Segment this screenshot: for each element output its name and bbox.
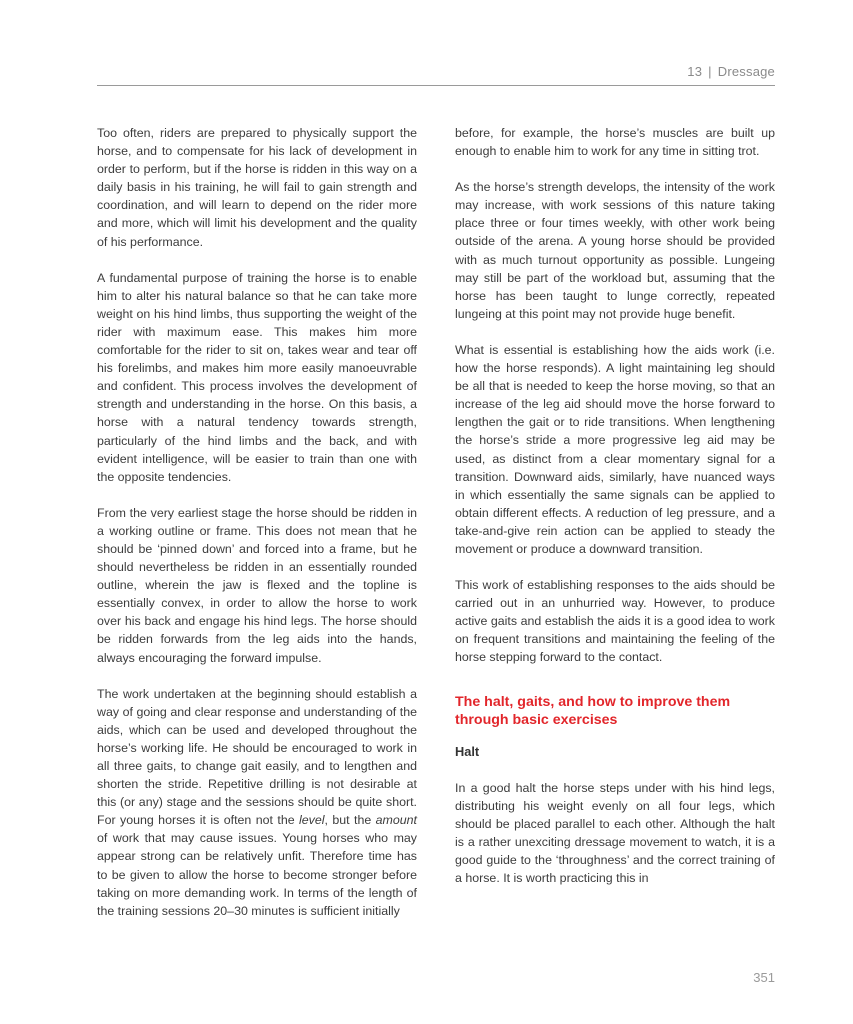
chapter-number: 13 (687, 64, 703, 79)
text-run: The work undertaken at the beginning should establish a way of going and clear response and understanding of the aids, which can be used and developed throughout the horse’s working life. He should be encouraged to work in all three gaits, to change gait easily, and to lengthen and shorten the stride. Repetitive drilling is not desirable at this (or any) stage and the sessions should be quite short. For young horses it is often not the (97, 686, 417, 828)
text-run: of work that may cause issues. Young horses who may appear strong can be relatively unfit. Therefore time has to be given to allow the horse to become stronger before taking on more demanding work. In terms of the length of the training sessions 20–30 minutes is sufficient initially (97, 831, 417, 918)
header-separator: | (708, 64, 712, 79)
emphasis-amount: amount (375, 813, 417, 828)
running-head (687, 64, 775, 79)
left-column (97, 124, 417, 938)
text-run: , but the (324, 813, 376, 828)
paragraph: In a good halt the horse steps under with his hind legs, distributing his weight evenly on all four legs, which should be placed parallel to each other. Although the halt is a rather unexciting dressage movement to watch, it is a good guide to the ‘throughness’ and the correct training of a horse. It is worth practicing this in (455, 780, 775, 886)
chapter-title: Dressage (717, 64, 775, 79)
page-number: 351 (753, 970, 775, 985)
paragraph: Too often, riders are prepared to physically support the horse, and to compensate for his lack of development in order to perform, but if the horse is ridden in this way on a daily basis in his training, he will fail to gain strength and coordination, and will learn to depend on the rider more and more, which will limit his development and the quality of his performance. (97, 126, 417, 249)
right-column (455, 124, 775, 905)
header-rule (97, 85, 775, 86)
emphasis-level: level (299, 813, 325, 828)
paragraph: before, for example, the horse’s muscles are built up enough to enable him to work for any time in sitting trot. (455, 126, 775, 159)
paragraph: As the horse’s strength develops, the intensity of the work may increase, with work sessions of this nature taking place three or four times weekly, with other work being outside of the arena. A young horse should be provided with as much turnout opportunity as possible. Lungeing may still be part of the workload but, assuming that the horse has been taught to lunge correctly, repeated lungeing at this point may not provide huge benefit. (455, 180, 775, 321)
paragraph: This work of establishing responses to the aids should be carried out in an unhurried way. However, to produce active gaits and establish the aids it is a good idea to work on frequent transitions and maintaining the feeling of the horse stepping forward to the contact. (455, 578, 775, 665)
paragraph: From the very earliest stage the horse should be ridden in a working outline or frame. This does not mean that he should be ‘pinned down’ and forced into a frame, but he should nevertheless be ridden in an essentially rounded outline, wherein the jaw is flexed and the topline is essentially convex, in order to allow the horse to work over his back and engage his hind legs. The horse should be ridden forwards from the leg aids into the hands, always encouraging the forward impulse. (97, 505, 417, 665)
paragraph: What is essential is establishing how the aids work (i.e. how the horse responds). A light maintaining leg should be all that is needed to keep the horse moving, so that an increase of the leg aid should move the horse forward to lengthen the gait or to ride transitions. When lengthening the horse’s stride a more progressive leg aid may be used, as distinct from a clear momentary signal for a transition. Downward aids, similarly, have nuanced ways in which essentially the same signals can be applied to obtain different effects. A reduction of leg pressure, and a take-and-give rein action can be applied to steady the movement or produce a downward transition. (455, 342, 775, 556)
sub-heading: Halt (455, 743, 480, 759)
section-heading: The halt, gaits, and how to improve them through basic exercises (455, 693, 731, 728)
paragraph: A fundamental purpose of training the horse is to enable him to alter his natural balance so that he can take more weight on his hind limbs, thus supporting the weight of the rider with maximum ease. This makes him more comfortable for the rider to sit on, takes wear and tear off his forelimbs, and makes him more easily manoeuvrable and confident. This process involves the development of strength and understanding in the horse. On this basis, a horse with a natural tendency towards strength, particularly of the hind limbs and the back, and with evident intelligence, will be easier to train than one with the opposite tendencies. (97, 270, 417, 484)
paragraph (97, 685, 417, 920)
